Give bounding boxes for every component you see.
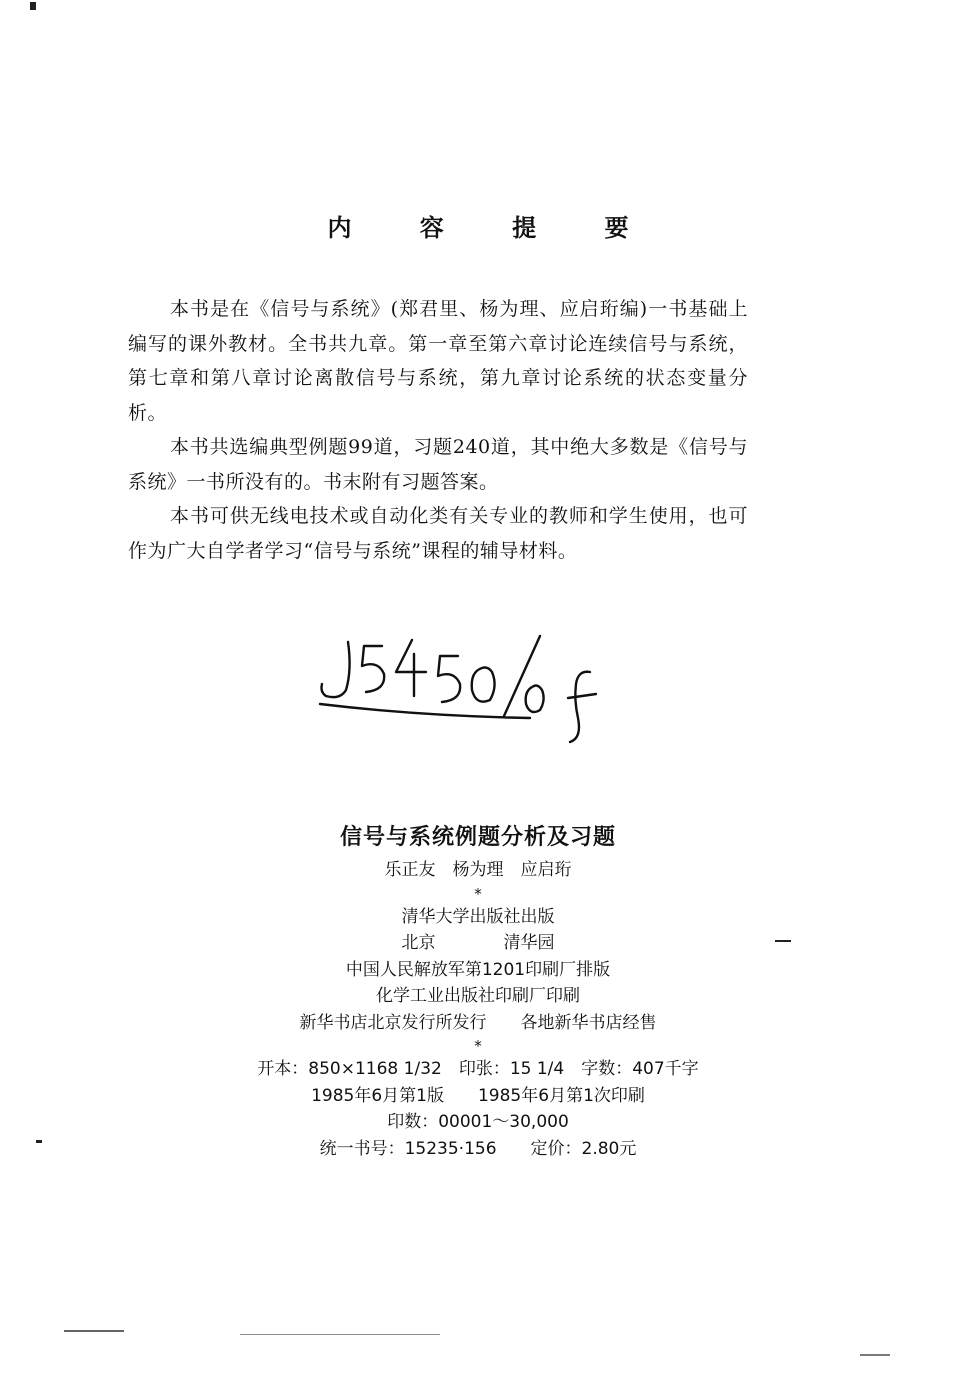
separator-asterisk: * — [474, 1037, 482, 1055]
typesetter: 中国人民解放军第1201印刷厂排版 — [345, 959, 611, 980]
page-heading: 内 容 提 要 — [327, 214, 659, 242]
scan-artifact — [64, 1330, 124, 1332]
scan-artifact — [240, 1334, 440, 1335]
publisher-location: 北京 清华园 — [401, 933, 555, 953]
scan-artifact — [30, 2, 36, 10]
handwritten-catalog-number — [300, 620, 620, 760]
summary-paragraph: 本书可供无线电技术或自动化类有关专业的教师和学生使用，也可作为广大自学者学习“信号与系统”课程的辅导材料。 — [128, 505, 748, 562]
summary-paragraph: 本书共选编典型例题99道，习题240道，其中绝大多数是《信号与系统》一书所没有的。书末附有习题答案。 — [128, 436, 748, 493]
summary-paragraph: 本书是在《信号与系统》(郑君里、杨为理、应启珩编)一书基础上编写的课外教材。全书共九章。第一章至第六章讨论连续信号与系统，第七章和第八章讨论离散信号与系统，第九章讨论系统的状态变量分析。 — [128, 298, 748, 424]
publisher: 清华大学出版社出版 — [401, 906, 555, 927]
colophon — [0, 820, 956, 1162]
separator-asterisk: * — [474, 884, 482, 903]
book-title: 信号与系统例题分析及习题 — [339, 825, 616, 850]
scan-artifact — [36, 1140, 42, 1143]
summary-text — [128, 292, 748, 568]
printer: 化学工业出版社印刷厂印刷 — [376, 986, 580, 1006]
authors: 乐正友 杨为理 应启珩 — [384, 860, 572, 880]
book-number-price: 统一书号：15235·156 定价：2.80元 — [319, 1138, 637, 1159]
edition-info: 1985年6月第1版 1985年6月第1次印刷 — [311, 1085, 645, 1106]
print-run: 印数：00001～30,000 — [387, 1112, 569, 1132]
scan-artifact — [775, 940, 791, 942]
format-info: 开本：850×1168 1/32 印张：15 1/4 字数：407千字 — [257, 1059, 699, 1079]
distribution: 新华书店北京发行所发行 各地新华书店经售 — [299, 1012, 657, 1033]
scan-artifact — [860, 1354, 890, 1356]
